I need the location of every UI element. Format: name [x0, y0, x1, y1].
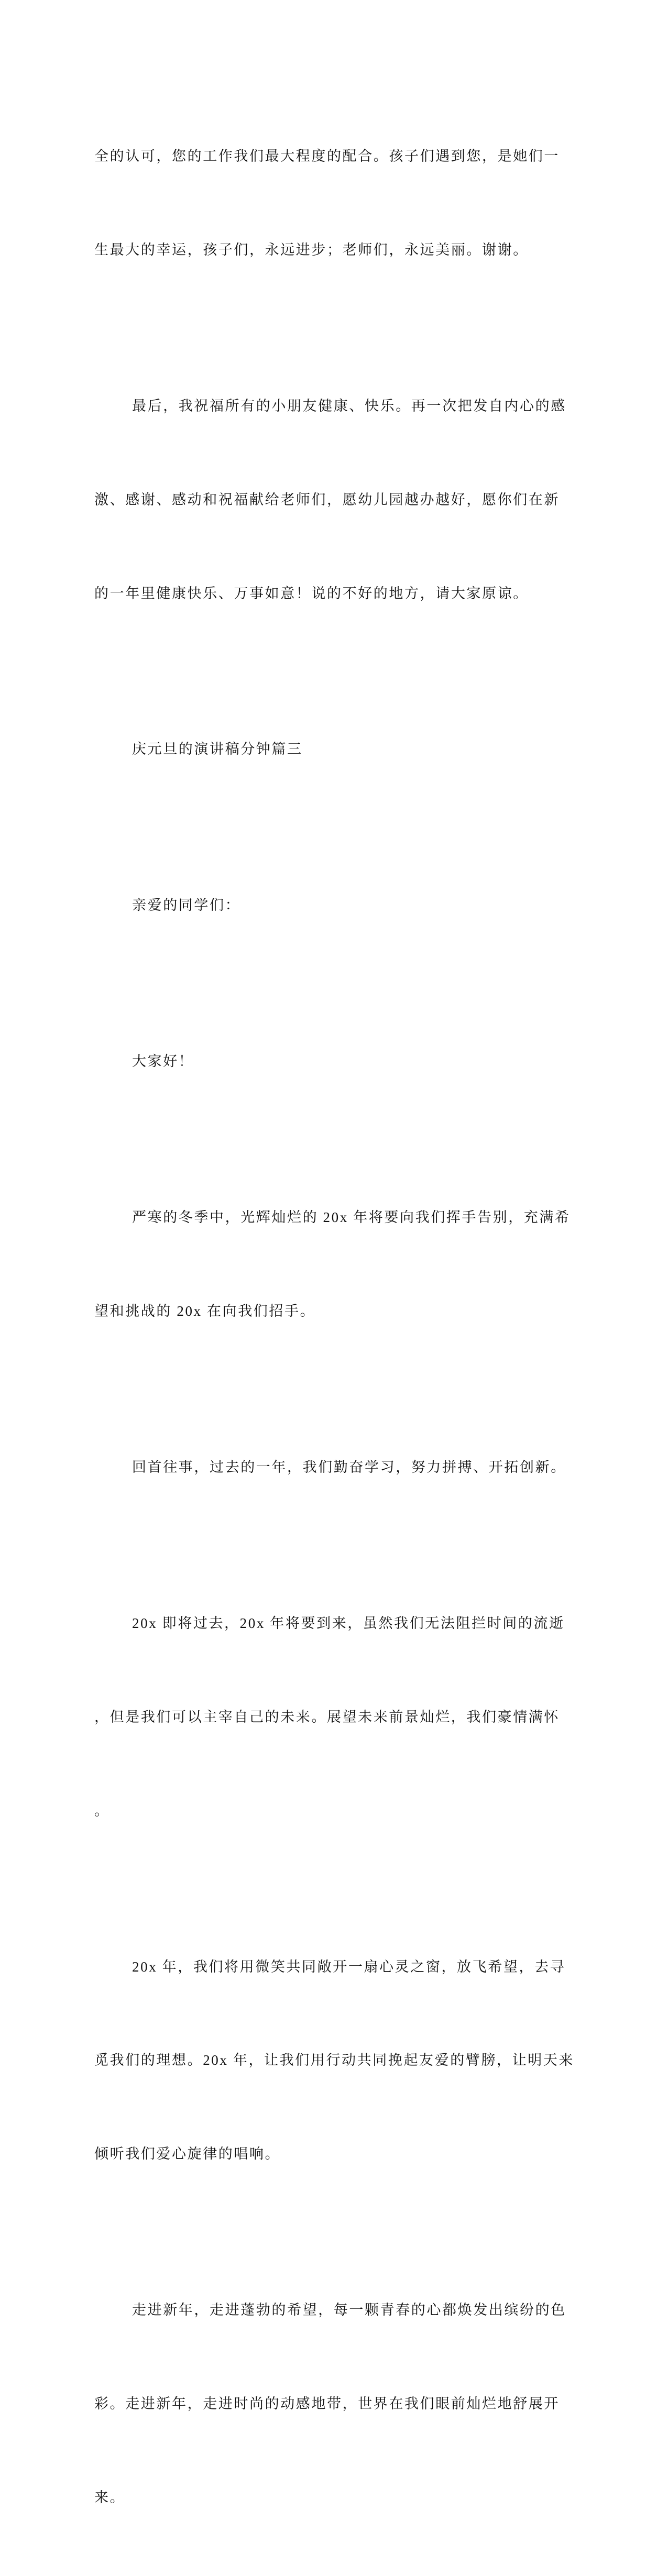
paragraph-review — [94, 1390, 566, 1546]
text-line: 倾听我们爱心旋律的唱响。 — [94, 2146, 281, 2162]
text-line: 激、感谢、感动和祝福献给老师们，愿幼儿园越办越好，愿你们在新 — [94, 491, 560, 508]
text-line: 回首往事，过去的一年，我们勤奋学习，努力拼搏、开拓创新。 — [132, 1459, 566, 1476]
paragraph-new-year — [94, 2232, 566, 2576]
text-line: 生最大的幸运，孩子们，永远进步；老师们，永远美丽。谢谢。 — [94, 241, 529, 258]
text-line: 望和挑战的 20x 在向我们招手。 — [94, 1303, 316, 1319]
paragraph-winter — [94, 1140, 571, 1390]
text-line: 。 — [94, 1802, 110, 1819]
text-line: 全的认可，您的工作我们最大程度的配合。孩子们遇到您，是她们一 — [94, 148, 560, 164]
paragraph-closing-wishes — [94, 328, 566, 672]
text-line: 走进新年，走进蓬勃的希望，每一颗青春的心都焕发出缤纷的色 — [132, 2302, 566, 2318]
text-line: 严寒的冬季中，光辉灿烂的 20x 年将要向我们挥手告别，充满希 — [132, 1209, 571, 1226]
salutation — [94, 828, 545, 984]
section-heading — [94, 671, 545, 828]
text-line: 20x 即将过去，20x 年将要到来，虽然我们无法阻拦时间的流逝 — [132, 1615, 565, 1632]
document-body — [94, 79, 575, 2576]
text-line: 来。 — [94, 2489, 126, 2505]
text-line: 大家好！ — [132, 1053, 194, 1070]
text-line: ，但是我们可以主宰自己的未来。展望未来前景灿烂，我们豪情满怀 — [94, 1709, 560, 1725]
text-line: 觅我们的理想。20x 年，让我们用行动共同挽起友爱的臂膀，让明天来 — [94, 2052, 575, 2068]
section-title: 庆元旦的演讲稿分钟篇三 — [132, 741, 303, 757]
paragraph-future — [94, 1546, 565, 1889]
text-line: 最后，我祝福所有的小朋友健康、快乐。再一次把发自内心的感 — [132, 398, 566, 414]
text-line: 亲爱的同学们： — [132, 897, 241, 913]
text-line: 20x 年，我们将用微笑共同敞开一扇心灵之窗，放飞希望，去寻 — [132, 1958, 566, 1975]
text-line: 的一年里健康快乐、万事如意！说的不好的地方，请大家原谅。 — [94, 585, 529, 601]
text-line: 彩。走进新年，走进时尚的动感地带，世界在我们眼前灿烂地舒展开 — [94, 2395, 560, 2412]
paragraph-smile — [94, 1889, 575, 2232]
greeting — [94, 984, 545, 1140]
paragraph-thanks-end — [94, 79, 560, 328]
